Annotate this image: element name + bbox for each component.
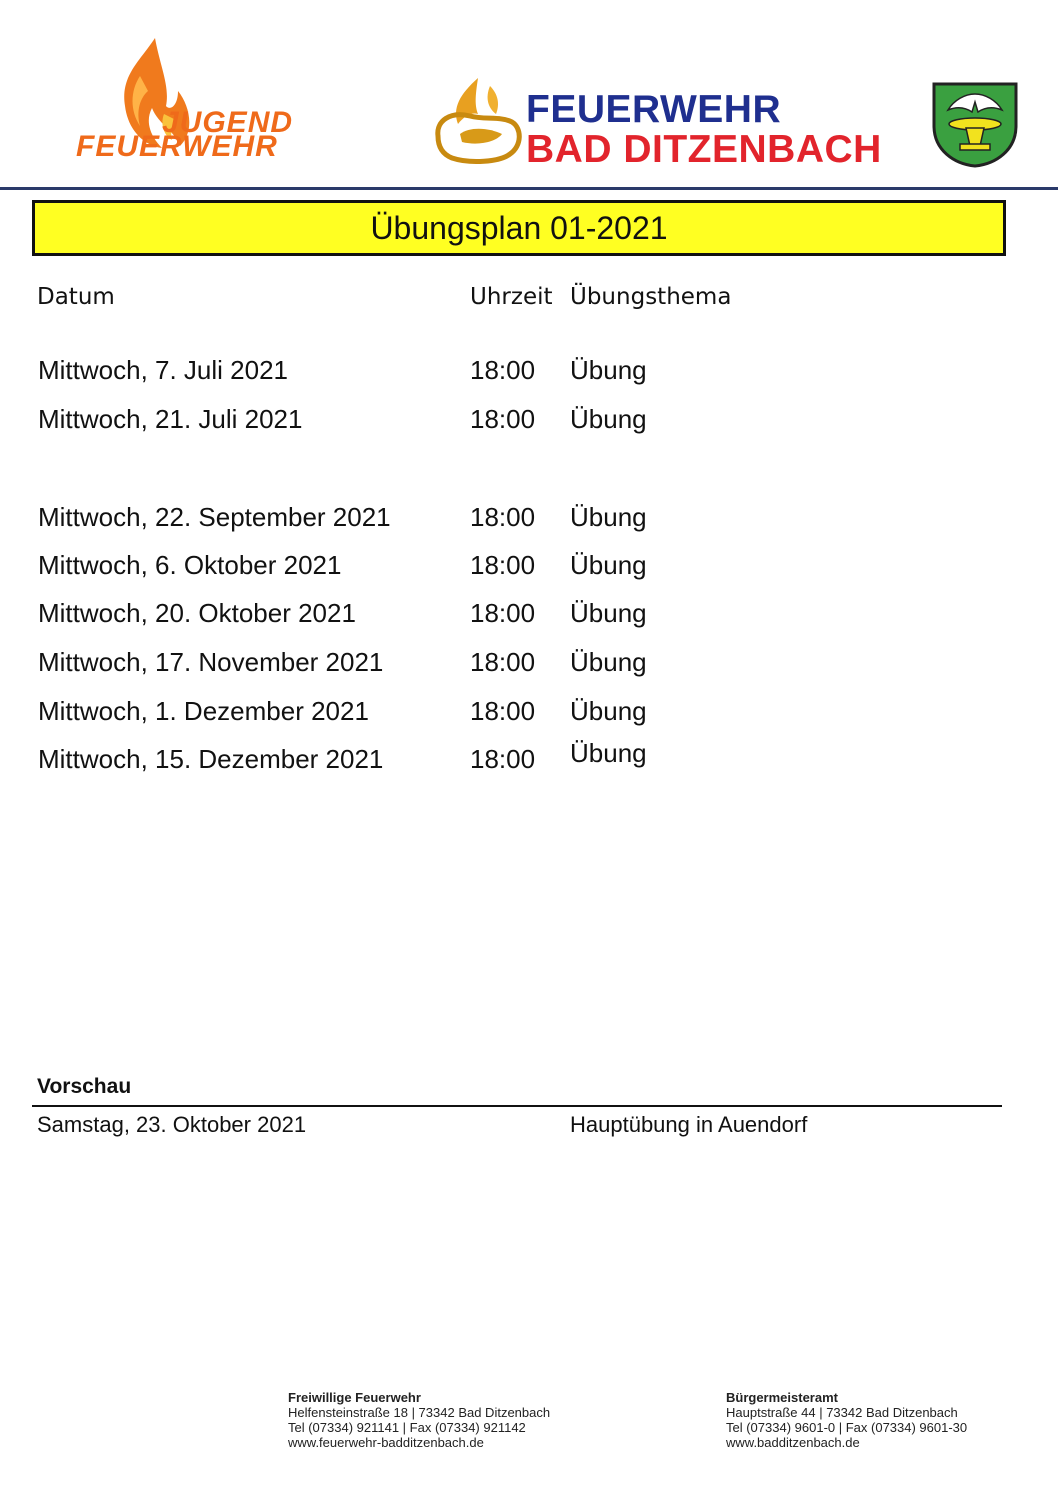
row-time: 18:00 — [470, 355, 536, 385]
footer-left-web[interactable]: www.feuerwehr-badditzenbach.de — [288, 1435, 484, 1450]
footer-left-address: Helfensteinstraße 18 | 73342 Bad Ditzenbach — [288, 1405, 551, 1420]
jf-logo-word-jugend: JUGEND — [162, 106, 294, 139]
header-title-line1: FEUERWEHR — [526, 88, 782, 131]
preview-date: Samstag, 23. Oktober 2021 — [37, 1112, 307, 1137]
footer-right-name: Bürgermeisteramt — [726, 1390, 838, 1405]
row-topic: Übung — [570, 404, 647, 434]
feuerwehr-lion-logo — [430, 76, 530, 166]
footer-left-name: Freiwillige Feuerwehr — [288, 1390, 421, 1405]
row-date: Mittwoch, 22. September 2021 — [38, 502, 391, 532]
lion-flame-icon — [430, 76, 530, 166]
row-topic: Übung — [570, 502, 647, 532]
row-date: Mittwoch, 6. Oktober 2021 — [38, 550, 342, 580]
header-divider — [0, 187, 1058, 190]
page-title — [32, 200, 1006, 256]
row-topic: Übung — [570, 598, 647, 628]
preview-heading: Vorschau — [37, 1075, 132, 1098]
row-time: 18:00 — [470, 598, 536, 628]
footer-right-web[interactable]: www.badditzenbach.de — [726, 1435, 860, 1450]
preview-topic: Hauptübung in Auendorf — [570, 1112, 808, 1137]
row-time: 18:00 — [470, 647, 536, 677]
column-header-topic: Übungsthema — [570, 284, 732, 310]
row-time: 18:00 — [470, 404, 536, 434]
preview-divider — [32, 1105, 1002, 1107]
jf-logo-word-feuerwehr: FEUERWEHR — [76, 130, 278, 163]
page-title-text: Übungsplan 01-2021 — [370, 209, 668, 246]
footer-right-phone: Tel (07334) 9601-0 | Fax (07334) 9601-30 — [726, 1420, 968, 1435]
jugendfeuerwehr-logo — [70, 36, 330, 166]
row-topic: Übung — [570, 355, 647, 385]
footer-right — [726, 1390, 967, 1450]
coat-of-arms — [930, 80, 1020, 168]
row-date: Mittwoch, 20. Oktober 2021 — [38, 598, 356, 628]
crest-icon — [930, 80, 1020, 168]
column-header-date: Datum — [37, 284, 115, 310]
row-date: Mittwoch, 21. Juli 2021 — [38, 404, 303, 434]
row-time: 18:00 — [470, 550, 536, 580]
row-date: Mittwoch, 7. Juli 2021 — [38, 355, 289, 385]
header-title-line2: BAD DITZENBACH — [526, 128, 882, 171]
row-topic: Übung — [570, 550, 647, 580]
row-date: Mittwoch, 15. Dezember 2021 — [38, 744, 384, 774]
row-topic: Übung — [570, 647, 647, 677]
row-topic: Übung — [570, 696, 647, 726]
row-topic: Übung — [570, 738, 647, 768]
footer-right-address: Hauptstraße 44 | 73342 Bad Ditzenbach — [726, 1405, 958, 1420]
row-time: 18:00 — [470, 744, 536, 774]
row-time: 18:00 — [470, 502, 536, 532]
footer-left-phone: Tel (07334) 921141 | Fax (07334) 921142 — [288, 1420, 526, 1435]
column-header-time: Uhrzeit — [470, 284, 553, 310]
row-time: 18:00 — [470, 696, 536, 726]
row-date: Mittwoch, 17. November 2021 — [38, 647, 384, 677]
footer-left — [288, 1390, 550, 1450]
row-date: Mittwoch, 1. Dezember 2021 — [38, 696, 369, 726]
